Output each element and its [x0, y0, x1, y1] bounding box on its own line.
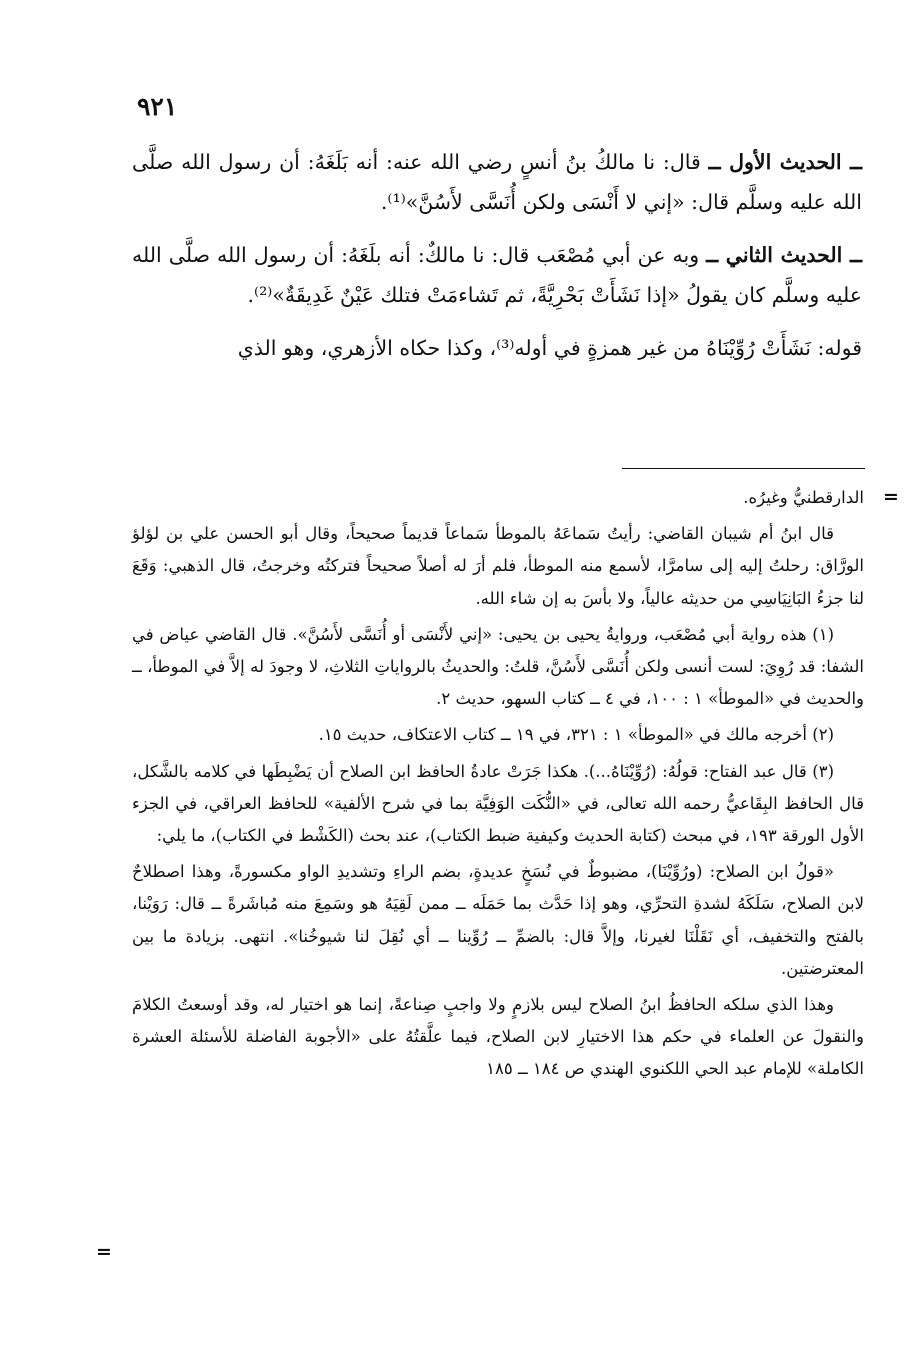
- footnote-separator: [622, 468, 865, 469]
- hadith-2: [132, 235, 862, 315]
- footnote-3-closing: وهذا الذي سلكه الحافظُ ابنُ الصلاح ليس بلازمٍ ولا واجبٍ صِناعةً، إنما هو اختيار له، وقد أوسعتُ الكلامَ والنقولَ عن العلماء في حكم هذا الاختيارِ لابن الصلاح، فيما علَّقتُهُ على «الأجوبة الفاضلة للأسئلة العشرة الكاملة» للإمام عبد الحي اللكنوي الهندي ص ١٨٤ ــ ١٨٥: [132, 995, 864, 1079]
- hadith-2-label: ــ الحديث الثاني ــ: [706, 243, 862, 267]
- hadith-1-label: ــ الحديث الأول ــ: [708, 150, 862, 174]
- footnote-3: (٣) قال عبد الفتاح: قولُهُ: (رُوِّيْنَاهُ...). هكذا جَرَتْ عادةُ الحافظ ابن الصلاح أن يَضْبِطَها في كلامه بالشَّكل، قال الحافظ البِقَاعيُّ رحمه الله تعالى، في «النُّكَت الوَفِيَّة بما في شرح الألفية» للحافظ العراقي، في الجزء الأول الورقة ١٩٣، في مبحث (كتابة الحديث وكيفية ضبط الكتاب)، عند بحث (الكَشْط في الكتاب)، ما يلي:: [132, 761, 864, 846]
- continuation-mark-top: =: [883, 486, 899, 508]
- footnote-2: (٢) أخرجه مالك في «الموطأ» ١ : ٣٢١، في ١٩ ــ كتاب الاعتكاف، حديث ١٥.: [318, 725, 834, 745]
- footnote-paragraph: قال ابنُ أم شيبان القاضي: رأيتُ سَماعَهُ بالموطأ سَماعاً قديماً صحيحاً، وقال أبو الحسن علي بن لؤلؤ الورَّاق: رحلتُ إليه إلى سامرَّا، لأسمع منه الموطأ، فلم أرَ له أصلاً صحيحاً فتركتُه وخرجتُ، قال الذهبي: وَقَعَ لنا جزءُ البَانِيَاسِي من حديثه عالياً، ولا بأسَ به إن شاء الله.: [132, 524, 864, 608]
- hadith-1: [132, 142, 862, 222]
- footnote-1: (١) هذه رواية أبي مُصْعَب، وروايةُ يحيى بن يحيى: «إني لأَنْسَى أو أُنَسَّى لأَسُنَّ». قال القاضي عياض في الشفا: قد رُوِيَ: لست أنسى ولكن أُنَسَّى لأَسُنَّ، قلتُ: والحديثُ بالرواياتِ الثلاثِ، لا وجودَ له إلاَّ في الموطأ، ــ والحديث في «الموطأ» ١ : ١٠٠، في ٤ ــ كتاب السهو، حديث ٢.: [132, 624, 864, 709]
- footnotes: [132, 482, 864, 1090]
- hadith-1-text: قال: نا مالكُ بنُ أنسٍ رضي الله عنه: أنه بَلَغَهُ: أن رسول الله صلَّى الله عليه وسلَّم قال: «إني لا أَنْسَى ولكن أُنَسَّى لأَسُنَّ»⁽¹⁾.: [132, 150, 862, 214]
- footnote-continuation-line: الدارقطنيُّ وغيرُه.: [743, 488, 864, 507]
- page-number: ٩٢١: [137, 92, 178, 121]
- hadith-2-text: وبه عن أبي مُصْعَب قال: نا مالكٌ: أنه بلَغَهُ: أن رسول الله صلَّى الله عليه وسلَّم كان يقولُ «إذا نَشَأَتْ بَحْرِيَّةً، ثم تَشاءمَتْ فتلك عَيْنٌ غَدِيقَةٌ»⁽²⁾.: [132, 243, 862, 307]
- main-text: [132, 142, 862, 381]
- commentary-paragraph: قوله: نَشَأَتْ رُوِّيْنَاهُ من غير همزةٍ في أوله⁽³⁾، وكذا حكاه الأزهري، وهو الذي: [237, 336, 862, 360]
- footnote-3-quote: «قولُ ابن الصلاح: (ورُوِّيْنَا)، مضبوطٌ في نُسَخٍ عديدةٍ، بضم الراءِ وتشديدِ الواو مكسورةً، وهذا اصطلاحٌ لابن الصلاح، سَلَكَهُ لشدةِ التحرِّي، وهو إذا حَدَّث بما حَمَلَه ــ ممن لَقِيَهُ هو وسَمِعَ منه مُباشَرةً ــ قال: رَوَيْنا، بالفتح والتخفيف، أي نَقَلْنَا لغيرنا، وإلاَّ قال: بالضمِّ ــ رُوِّينا ــ أي نُقِلَ لنا شيوخُنا». انتهى. بزيادة ما بين المعترضتين.: [132, 862, 864, 978]
- continuation-mark-bottom: =: [96, 1241, 112, 1263]
